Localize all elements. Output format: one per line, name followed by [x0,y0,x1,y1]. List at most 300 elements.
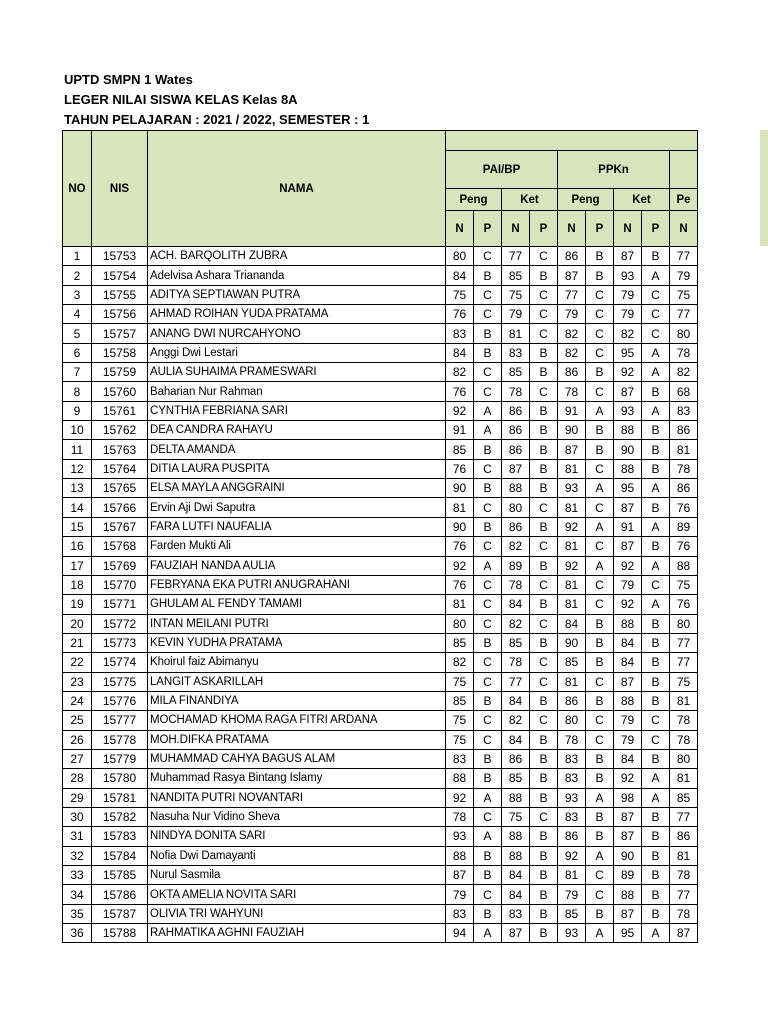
col-header-nama: NAMA [148,131,446,247]
pai-ket-n: 77 [502,672,530,691]
next-peng-n: 76 [670,498,698,517]
table-row [63,498,698,517]
pai-peng-n: 83 [446,904,474,923]
pai-peng-p: C [474,382,502,401]
pai-ket-n: 82 [502,537,530,556]
row-no: 3 [63,285,92,304]
next-peng-n: 76 [670,595,698,614]
ppkn-ket-n: 93 [614,266,642,285]
ppkn-peng-n: 86 [558,691,586,710]
ppkn-peng-p: B [586,421,614,440]
pai-ket-p: C [530,537,558,556]
row-no: 14 [63,498,92,517]
next-peng-n: 77 [670,807,698,826]
subject-header-ppkn: PPKn [558,151,670,189]
school-name: UPTD SMPN 1 Wates [64,72,193,87]
ppkn-peng-p: B [586,691,614,710]
ppkn-ket-n: 92 [614,556,642,575]
row-name: Adelvisa Ashara Triananda [148,266,446,285]
ppkn-ket-n: 84 [614,633,642,652]
ppkn-peng-p: B [586,247,614,266]
ppkn-ket-p: B [642,691,670,710]
next-peng-n: 75 [670,575,698,594]
pai-peng-p: B [474,479,502,498]
pai-ket-n: 88 [502,788,530,807]
next-peng-n: 80 [670,749,698,768]
ppkn-ket-p: A [642,924,670,943]
next-peng-n: 77 [670,247,698,266]
ppkn-ket-p: B [642,459,670,478]
row-no: 13 [63,479,92,498]
table-row [63,866,698,885]
row-name: FARA LUTFI NAUFALIA [148,517,446,536]
table-row [63,556,698,575]
ppkn-peng-p: A [586,517,614,536]
ppkn-ket-p: A [642,517,670,536]
ppkn-peng-p: C [586,730,614,749]
pai-ket-n: 88 [502,827,530,846]
ppkn-ket-p: B [642,537,670,556]
pai-peng-n: 87 [446,866,474,885]
row-name: Nasuha Nur Vidino Sheva [148,807,446,826]
row-name: OKTA AMELIA NOVITA SARI [148,885,446,904]
next-peng-n: 89 [670,517,698,536]
ppkn-peng-n: 85 [558,653,586,672]
pai-peng-n: 75 [446,730,474,749]
row-nis: 15776 [92,691,148,710]
ppkn-ket-n: 82 [614,324,642,343]
ppkn-ket-n: 92 [614,769,642,788]
row-nis: 15773 [92,633,148,652]
next-peng-n: 88 [670,556,698,575]
pai-peng-n: 91 [446,421,474,440]
next-peng-n: 75 [670,285,698,304]
next-peng-n: 86 [670,827,698,846]
row-no: 11 [63,440,92,459]
ppkn-peng-n: 85 [558,904,586,923]
pai-peng-p: C [474,498,502,517]
ppkn-ket-p: A [642,595,670,614]
ppkn-peng-p: C [586,537,614,556]
ppkn-ket-p: B [642,440,670,459]
row-no: 5 [63,324,92,343]
pai-peng-n: 92 [446,788,474,807]
ppkn-peng-p: B [586,769,614,788]
row-nis: 15764 [92,459,148,478]
row-no: 34 [63,885,92,904]
table-row [63,285,698,304]
row-nis: 15777 [92,711,148,730]
row-name: Muhammad Rasya Bintang Islamy [148,769,446,788]
pai-peng-n: 94 [446,924,474,943]
next-peng-n: 81 [670,769,698,788]
ppkn-ket-n: 95 [614,479,642,498]
academic-year: TAHUN PELAJARAN : 2021 / 2022, SEMESTER : 1 [64,112,370,127]
row-name: LANGIT ASKARILLAH [148,672,446,691]
table-row [63,459,698,478]
row-no: 30 [63,807,92,826]
table-row [63,382,698,401]
ppkn-ket-n: 88 [614,614,642,633]
next-peng-n: 78 [670,866,698,885]
next-peng-n: 78 [670,711,698,730]
pai-ket-p: B [530,827,558,846]
table-row [63,846,698,865]
ppkn-ket-p: A [642,788,670,807]
next-peng-n: 68 [670,382,698,401]
pai-peng-n: 85 [446,440,474,459]
ppkn-ket-p: B [642,633,670,652]
pai-peng-n: 82 [446,363,474,382]
table-row [63,266,698,285]
ppkn-ket-p: B [642,653,670,672]
row-nis: 15786 [92,885,148,904]
row-no: 35 [63,904,92,923]
table-row [63,711,698,730]
pai-peng-header: Peng [446,189,502,211]
row-name: CYNTHIA FEBRIANA SARI [148,401,446,420]
pai-peng-n: 84 [446,266,474,285]
ppkn-peng-n: 81 [558,595,586,614]
row-nis: 15757 [92,324,148,343]
ppkn-peng-n: 77 [558,285,586,304]
grade-table [62,130,698,943]
ppkn-peng-n: 79 [558,885,586,904]
row-name: AULIA SUHAIMA PRAMESWARI [148,363,446,382]
table-row [63,440,698,459]
ppkn-peng-p: C [586,459,614,478]
ppkn-ket-n: 87 [614,382,642,401]
col-header-no: NO [63,131,92,247]
grade-sheet [62,130,768,950]
row-name: Baharian Nur Rahman [148,382,446,401]
row-nis: 15760 [92,382,148,401]
table-row [63,537,698,556]
pai-peng-n: 88 [446,846,474,865]
pai-ket-n: 78 [502,382,530,401]
row-no: 17 [63,556,92,575]
ppkn-ket-p: B [642,498,670,517]
pai-ket-p: B [530,421,558,440]
next-peng-n: 79 [670,266,698,285]
ppkn-peng-n: 78 [558,382,586,401]
pai-peng-n: 75 [446,672,474,691]
ppkn-peng-n: 84 [558,614,586,633]
ppkn-peng-p: B [586,653,614,672]
row-name: FEBRYANA EKA PUTRI ANUGRAHANI [148,575,446,594]
table-row [63,324,698,343]
pai-ket-n: 84 [502,691,530,710]
pai-peng-p: B [474,343,502,362]
pai-ket-n: 84 [502,730,530,749]
row-nis: 15784 [92,846,148,865]
ppkn-peng-p: B [586,807,614,826]
table-row [63,247,698,266]
ppkn-peng-p: C [586,866,614,885]
ppkn-ket-n: 90 [614,846,642,865]
ppkn-ket-n: 87 [614,537,642,556]
pai-peng-n: 92 [446,556,474,575]
ppkn-ket-p: B [642,749,670,768]
ppkn-peng-n: 87 [558,440,586,459]
row-nis: 15766 [92,498,148,517]
ppkn-ket-p: B [642,827,670,846]
ppkn-ket-n: 84 [614,653,642,672]
pai-ket-p: B [530,517,558,536]
table-header [63,131,698,247]
pai-peng-p: B [474,749,502,768]
pai-ket-n: 80 [502,498,530,517]
row-nis: 15774 [92,653,148,672]
pai-ket-p: B [530,479,558,498]
ppkn-peng-n: 81 [558,537,586,556]
table-row [63,807,698,826]
table-row [63,885,698,904]
table-row [63,479,698,498]
row-name: DELTA AMANDA [148,440,446,459]
ppkn-ket-n: 87 [614,807,642,826]
ppkn-peng-p: C [586,498,614,517]
row-nis: 15758 [92,343,148,362]
pai-peng-n: 85 [446,691,474,710]
pai-peng-p: B [474,846,502,865]
pai-ket-p: C [530,382,558,401]
row-no: 31 [63,827,92,846]
row-name: Farden Mukti Ali [148,537,446,556]
pai-peng-p: C [474,363,502,382]
row-no: 29 [63,788,92,807]
score-n-header: N [446,211,474,247]
table-row [63,421,698,440]
score-n-header: N [670,211,698,247]
pai-peng-p: C [474,595,502,614]
row-name: ANANG DWI NURCAHYONO [148,324,446,343]
pai-peng-n: 81 [446,498,474,517]
next-peng-n: 81 [670,440,698,459]
pai-peng-p: A [474,421,502,440]
ppkn-peng-n: 87 [558,266,586,285]
pai-ket-p: B [530,343,558,362]
ppkn-peng-n: 90 [558,633,586,652]
table-row [63,749,698,768]
ppkn-ket-n: 84 [614,749,642,768]
ppkn-peng-p: C [586,285,614,304]
row-no: 10 [63,421,92,440]
ppkn-ket-p: B [642,807,670,826]
ppkn-ket-n: 88 [614,885,642,904]
pai-ket-p: B [530,556,558,575]
ppkn-ket-p: A [642,769,670,788]
score-p-header: P [642,211,670,247]
table-row [63,575,698,594]
next-peng-n: 78 [670,343,698,362]
ppkn-peng-n: 83 [558,769,586,788]
ppkn-peng-n: 81 [558,575,586,594]
pai-peng-p: B [474,324,502,343]
table-row [63,517,698,536]
ppkn-ket-n: 95 [614,924,642,943]
ppkn-peng-p: A [586,846,614,865]
ppkn-ket-n: 79 [614,730,642,749]
ppkn-ket-n: 88 [614,421,642,440]
ppkn-ket-p: B [642,672,670,691]
ppkn-peng-p: A [586,401,614,420]
row-nis: 15763 [92,440,148,459]
row-name: MUHAMMAD CAHYA BAGUS ALAM [148,749,446,768]
row-no: 25 [63,711,92,730]
ppkn-peng-n: 92 [558,846,586,865]
row-no: 28 [63,769,92,788]
ppkn-ket-n: 89 [614,866,642,885]
row-name: ELSA MAYLA ANGGRAINI [148,479,446,498]
row-nis: 15782 [92,807,148,826]
ppkn-ket-n: 87 [614,498,642,517]
ppkn-peng-n: 81 [558,498,586,517]
ppkn-peng-p: C [586,595,614,614]
ppkn-ket-p: C [642,324,670,343]
pai-ket-p: B [530,788,558,807]
score-n-header: N [558,211,586,247]
ppkn-ket-n: 92 [614,363,642,382]
row-nis: 15754 [92,266,148,285]
ppkn-ket-p: C [642,711,670,730]
table-body [63,247,698,943]
row-name: DITIA LAURA PUSPITA [148,459,446,478]
pai-ket-p: C [530,285,558,304]
pai-ket-n: 89 [502,556,530,575]
next-peng-n: 78 [670,459,698,478]
ppkn-ket-p: A [642,556,670,575]
pai-peng-p: B [474,769,502,788]
pai-ket-p: C [530,324,558,343]
ppkn-ket-n: 79 [614,711,642,730]
pai-ket-n: 85 [502,769,530,788]
ppkn-peng-n: 93 [558,788,586,807]
pai-ket-n: 75 [502,285,530,304]
row-nis: 15787 [92,904,148,923]
row-no: 23 [63,672,92,691]
next-peng-n: 78 [670,904,698,923]
row-nis: 15767 [92,517,148,536]
pai-peng-p: C [474,247,502,266]
row-nis: 15762 [92,421,148,440]
next-peng-n: 76 [670,537,698,556]
pai-peng-n: 93 [446,827,474,846]
next-peng-n: 85 [670,788,698,807]
row-nis: 15780 [92,769,148,788]
pai-peng-p: C [474,285,502,304]
row-no: 8 [63,382,92,401]
row-name: NANDITA PUTRI NOVANTARI [148,788,446,807]
ppkn-peng-p: C [586,672,614,691]
row-nis: 15770 [92,575,148,594]
row-no: 1 [63,247,92,266]
next-peng-n: 81 [670,846,698,865]
pai-ket-p: B [530,595,558,614]
pai-peng-n: 79 [446,885,474,904]
subject-group-header [446,131,698,151]
pai-ket-p: C [530,498,558,517]
ppkn-ket-p: A [642,343,670,362]
pai-peng-p: C [474,305,502,324]
pai-ket-n: 77 [502,247,530,266]
ppkn-ket-p: B [642,614,670,633]
table-row [63,691,698,710]
ppkn-ket-p: A [642,401,670,420]
pai-ket-p: B [530,885,558,904]
pai-peng-n: 75 [446,711,474,730]
ppkn-peng-p: C [586,343,614,362]
score-n-header: N [502,211,530,247]
row-no: 9 [63,401,92,420]
pai-peng-p: A [474,556,502,575]
row-name: AHMAD ROIHAN YUDA PRATAMA [148,305,446,324]
pai-peng-p: C [474,711,502,730]
ppkn-peng-n: 92 [558,517,586,536]
pai-ket-p: B [530,749,558,768]
pai-ket-n: 86 [502,440,530,459]
ppkn-ket-p: B [642,904,670,923]
table-row [63,401,698,420]
ppkn-peng-p: B [586,266,614,285]
ppkn-peng-p: C [586,305,614,324]
pai-ket-n: 86 [502,401,530,420]
ppkn-ket-p: A [642,266,670,285]
pai-peng-p: B [474,866,502,885]
pai-ket-p: B [530,691,558,710]
pai-ket-n: 82 [502,711,530,730]
pai-ket-p: B [530,904,558,923]
pai-peng-n: 85 [446,633,474,652]
pai-ket-p: C [530,711,558,730]
pai-peng-n: 90 [446,517,474,536]
ppkn-peng-n: 86 [558,363,586,382]
row-nis: 15785 [92,866,148,885]
table-row [63,924,698,943]
pai-peng-n: 80 [446,614,474,633]
ppkn-peng-n: 83 [558,807,586,826]
row-no: 22 [63,653,92,672]
pai-peng-n: 76 [446,537,474,556]
ppkn-ket-n: 87 [614,672,642,691]
next-peng-n: 75 [670,672,698,691]
row-nis: 15772 [92,614,148,633]
pai-peng-p: A [474,827,502,846]
ppkn-peng-n: 82 [558,343,586,362]
row-no: 18 [63,575,92,594]
header-fill-extension [760,130,768,246]
pai-peng-n: 76 [446,382,474,401]
ppkn-peng-n: 93 [558,924,586,943]
ppkn-peng-p: C [586,885,614,904]
row-no: 2 [63,266,92,285]
next-peng-n: 77 [670,633,698,652]
pai-peng-n: 83 [446,749,474,768]
ppkn-ket-n: 79 [614,575,642,594]
ppkn-peng-n: 82 [558,324,586,343]
row-name: FAUZIAH NANDA AULIA [148,556,446,575]
ppkn-ket-n: 88 [614,459,642,478]
ppkn-ket-n: 91 [614,517,642,536]
table-row [63,343,698,362]
pai-ket-n: 83 [502,343,530,362]
pai-peng-n: 76 [446,575,474,594]
table-row [63,633,698,652]
row-nis: 15761 [92,401,148,420]
pai-ket-n: 84 [502,866,530,885]
pai-ket-n: 78 [502,653,530,672]
pai-ket-p: B [530,459,558,478]
